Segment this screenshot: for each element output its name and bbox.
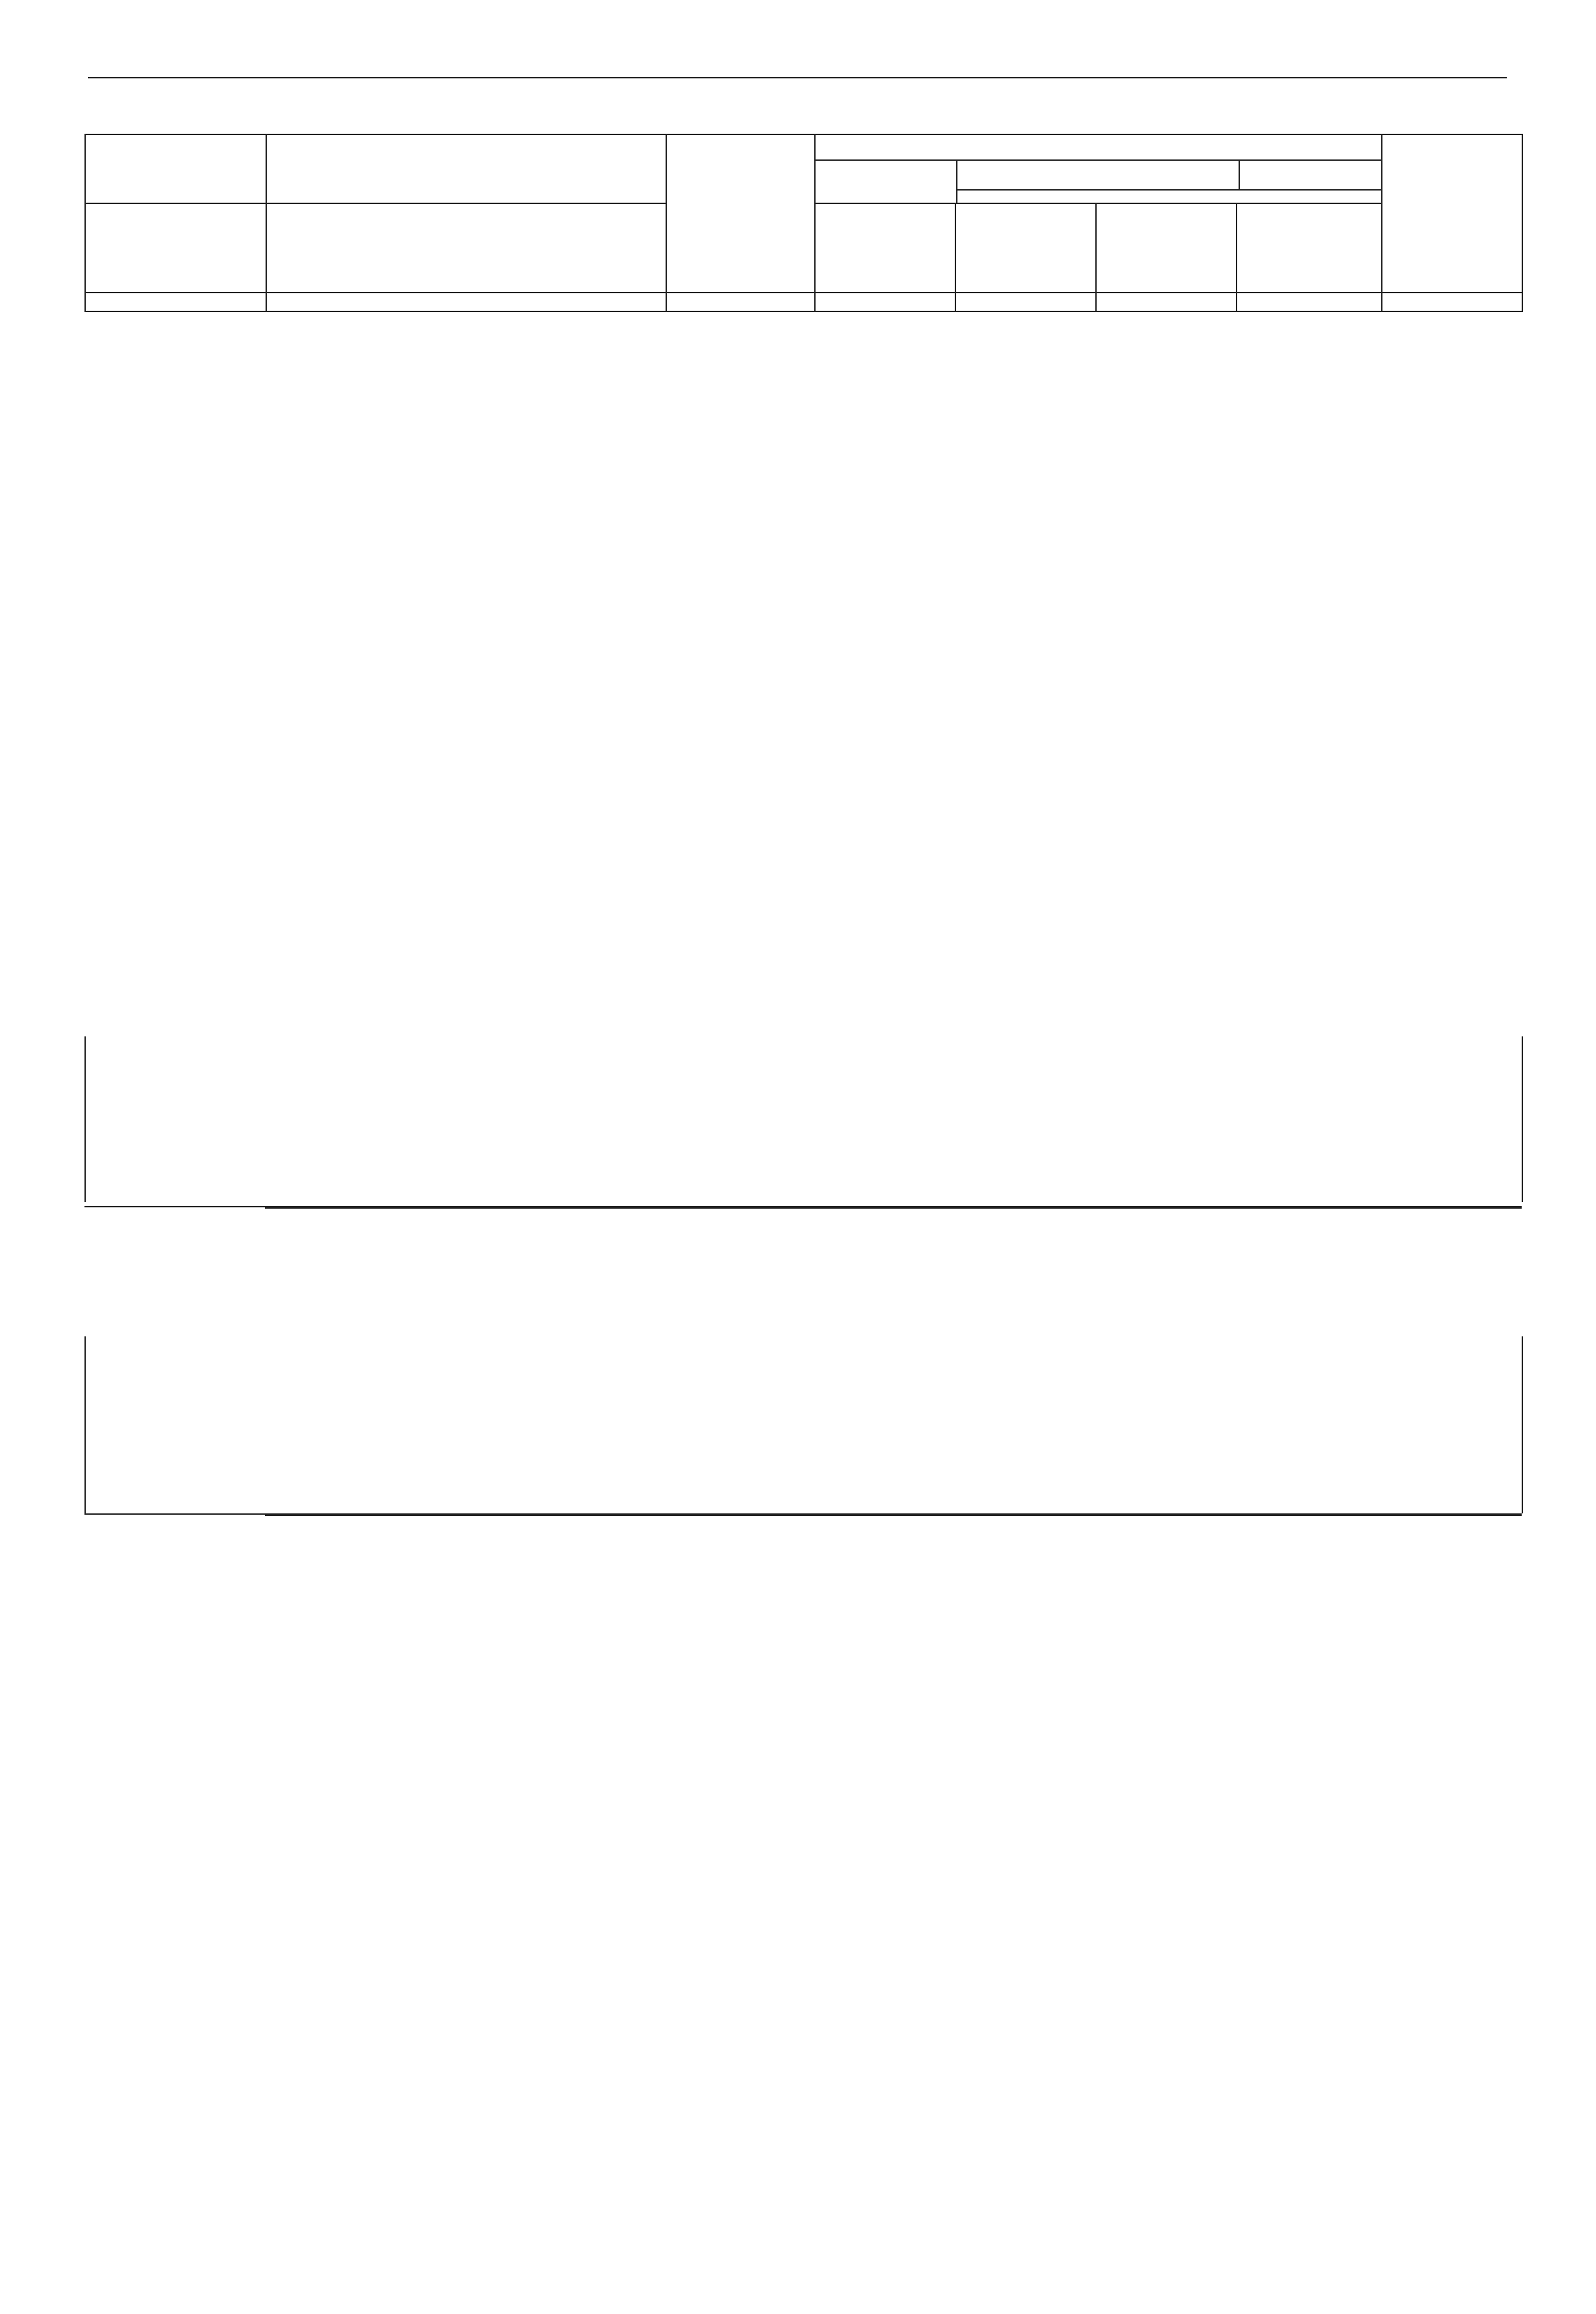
col-number	[815, 293, 955, 311]
col-machines	[957, 161, 1240, 191]
col-number	[266, 293, 666, 311]
col-number	[955, 293, 1096, 311]
col-number	[1096, 293, 1237, 311]
col-machines-total	[955, 203, 1096, 293]
table-313-group	[266, 1514, 1522, 1515]
col-name-top	[266, 134, 666, 203]
col-name-bottom	[266, 203, 666, 293]
col-machinists	[1096, 203, 1237, 293]
col-materials	[1240, 161, 1381, 191]
col-codes-bottom	[85, 203, 266, 293]
col-incl	[816, 135, 1381, 161]
col-codes-top	[85, 134, 266, 203]
col-number	[85, 293, 266, 311]
page-header	[88, 73, 1507, 78]
rates-table-311	[84, 134, 1523, 312]
rates-table-312	[84, 1206, 1522, 1209]
col-number	[666, 293, 815, 311]
rates-table-313	[84, 1513, 1522, 1516]
col-direct	[666, 134, 815, 293]
col-number	[1237, 293, 1382, 311]
col-hours	[1382, 134, 1522, 293]
col-materials-use	[1237, 203, 1382, 293]
col-number	[1382, 293, 1522, 311]
col-labor	[815, 203, 955, 293]
table-312-group	[266, 1207, 1522, 1208]
